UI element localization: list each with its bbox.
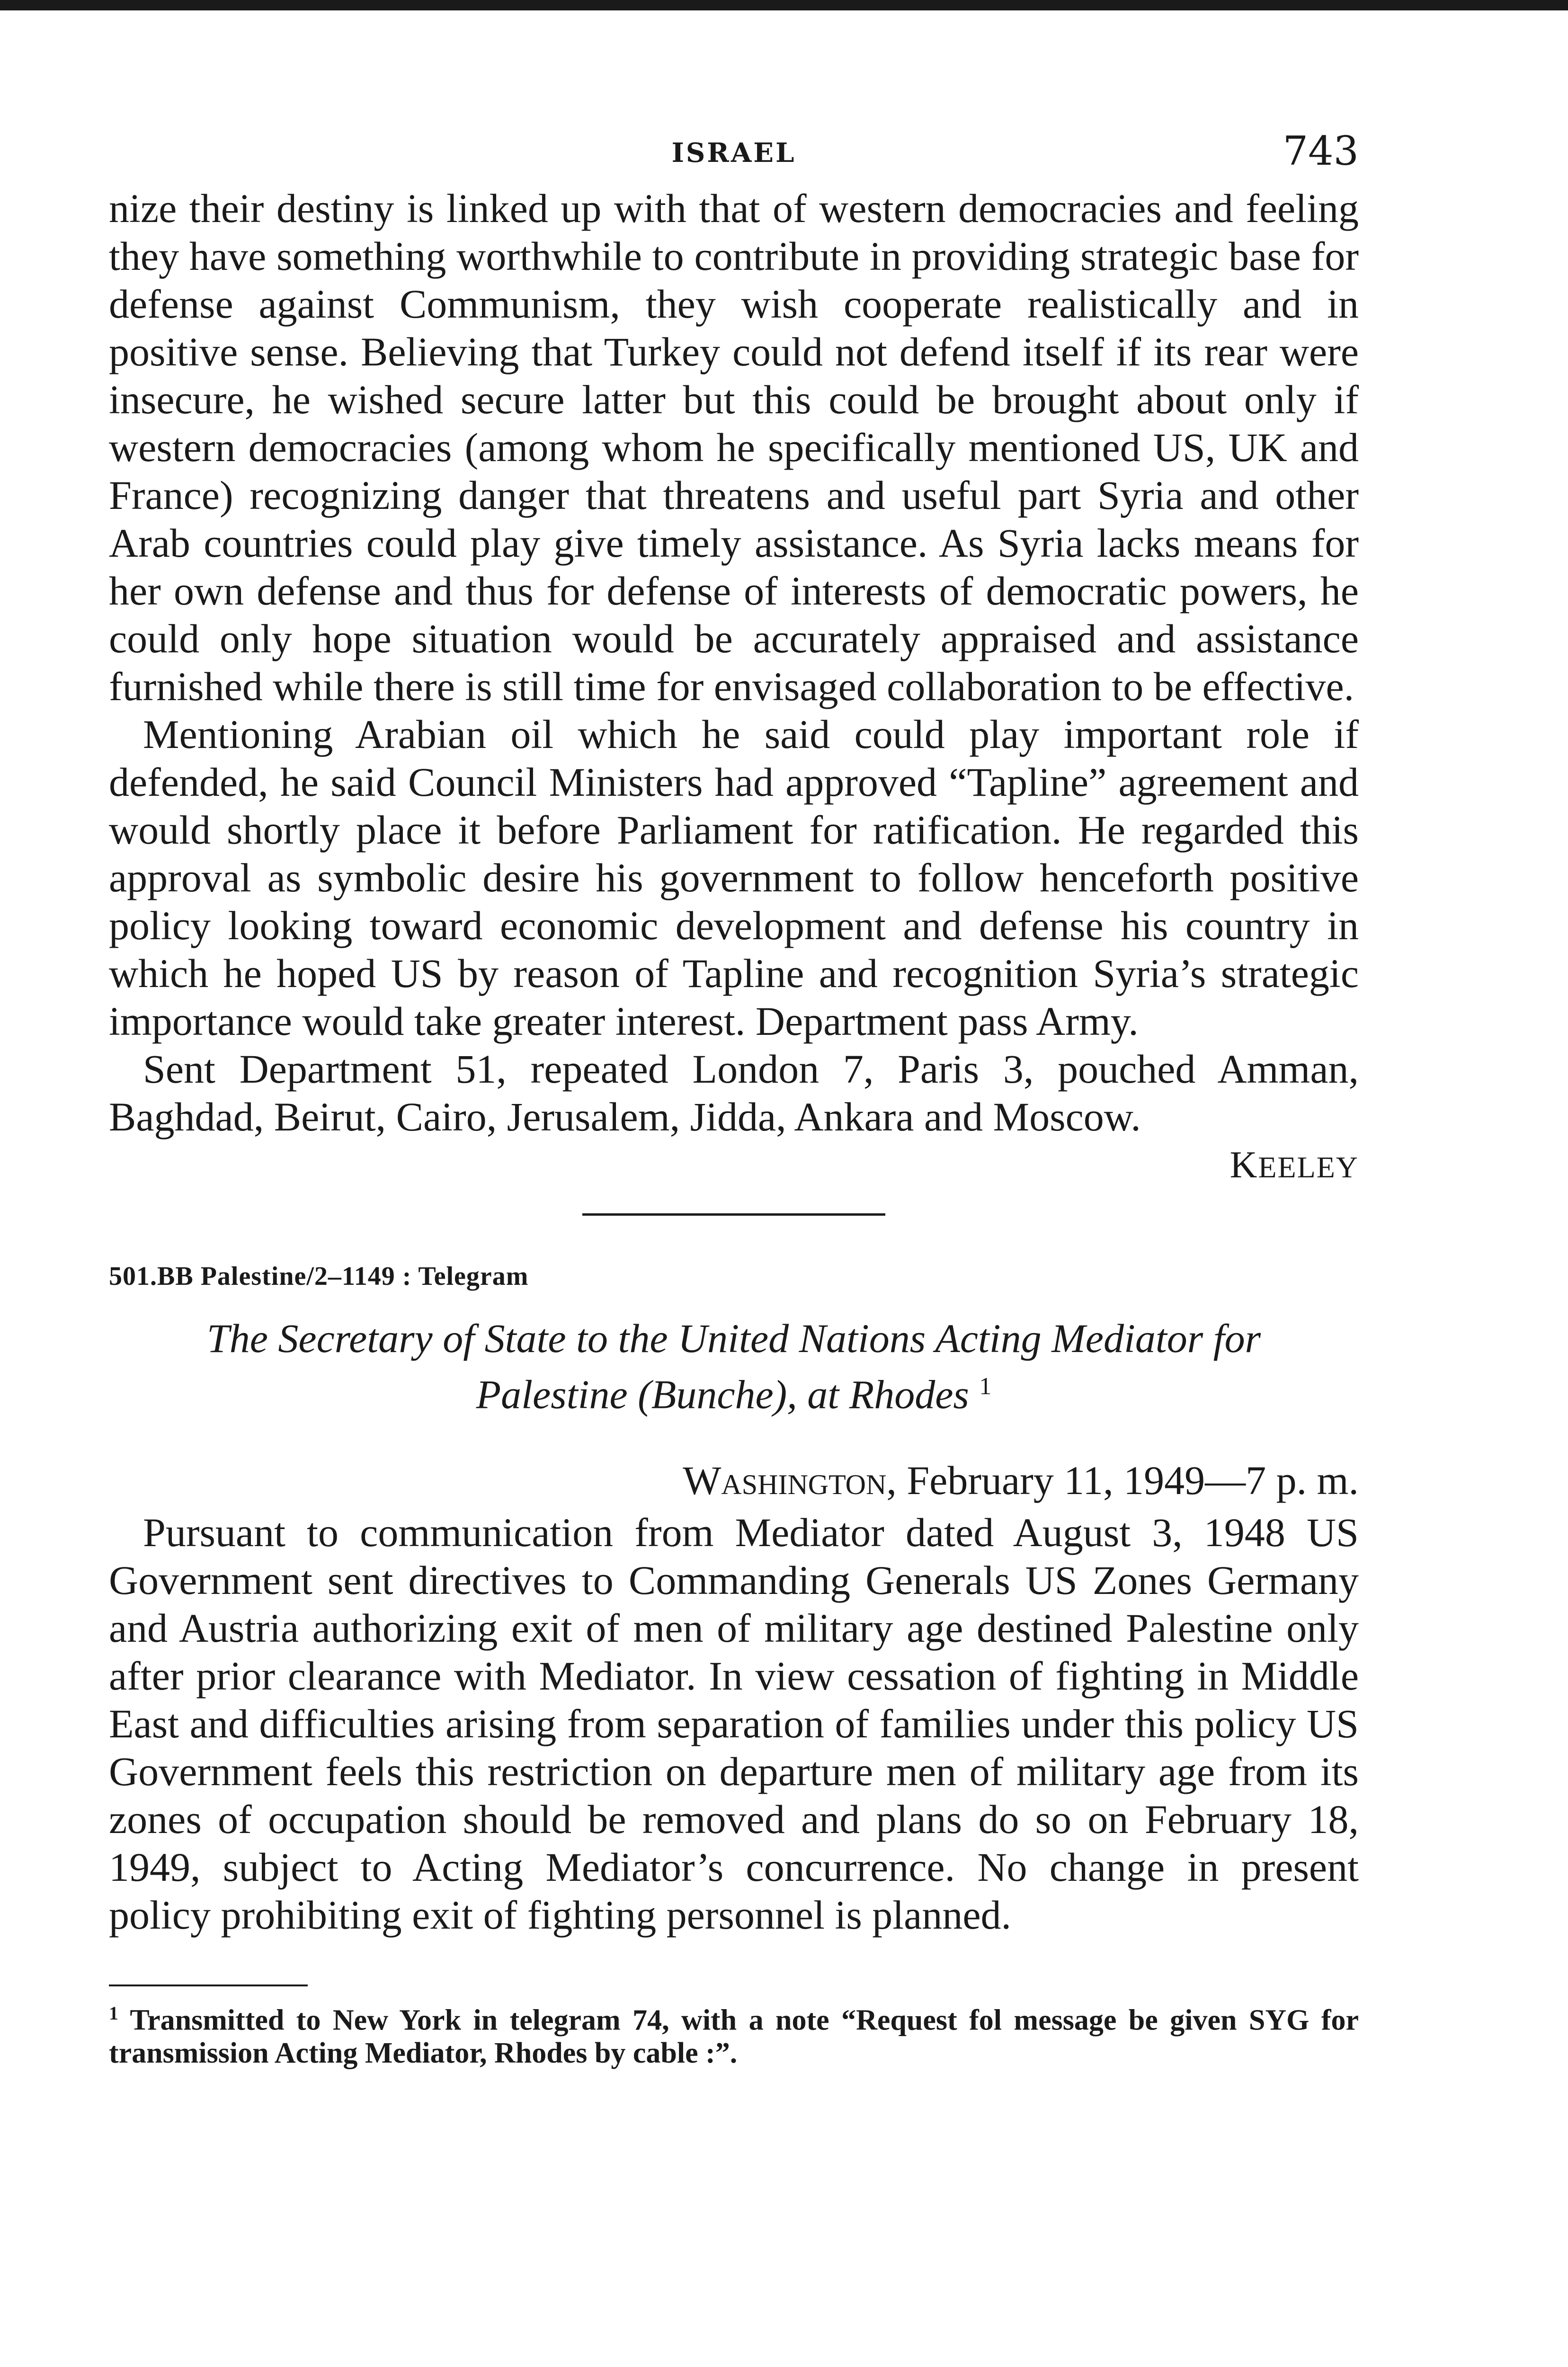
footnote-text: Transmitted to New York in telegram 74, with a note “Request fol message be given SYG for transmission Acting Mediator, Rhodes by cable :”.	[109, 2004, 1359, 2070]
section-divider	[582, 1213, 885, 1216]
body-paragraph-1: nize their destiny is linked up with that of western democracies and feeling they have something worthwhile to contribute in providing strategic base for defense against Communism, they wish cooperate realistically and in positive sense. Believing that Turkey could not defend itself if its rear were insecure, he wished secure latter but this could be brought about only if western democracies (among whom he specifically mentioned US, UK and France) recognizing danger that threatens and useful part Syria and other Arab countries could play give timely assistance. As Syria lacks means for her own defense and thus for defense of interests of democratic powers, he could only hope situation would be accurately appraised and assistance furnished while there is still time for envisaged collaboration to be effective.	[109, 186, 1359, 709]
footnote-1	[109, 1997, 1359, 2070]
document-heading-text: The Secretary of State to the United Nations Acting Mediator for Palestine (Bunche), at Rhodes	[206, 1316, 1261, 1417]
page-number: 743	[1283, 128, 1359, 174]
body-paragraph-2: Mentioning Arabian oil which he said could play important role if defended, he said Council Ministers had approved “Tapline” agreement and would shortly place it before Parliament for ratification. He regarded this approval as symbolic desire his government to follow henceforth positive policy looking toward economic development and defense his country in which he hoped US by reason of Tapline and recognition Syria’s strategic importance would take greater interest. Department pass Army.	[109, 712, 1359, 1044]
top-edge-rule	[0, 0, 1568, 10]
dateline-date: , February 11, 1949—7 p. m.	[886, 1457, 1359, 1503]
heading-footnote-mark: 1	[979, 1373, 992, 1400]
footnote-mark: 1	[109, 2002, 118, 2024]
dateline-place: Washington	[683, 1457, 887, 1503]
dateline	[109, 1457, 1359, 1504]
document-heading	[128, 1314, 1340, 1419]
file-reference: 501.BB Palestine/2–1149 : Telegram	[109, 1262, 529, 1291]
signature-initial: K	[1229, 1144, 1258, 1186]
running-title: ISRAEL	[671, 137, 796, 169]
body-paragraph-3: Sent Department 51, repeated London 7, Paris 3, pouched Amman, Baghdad, Beirut, Cairo, Jerusalem, Jidda, Ankara and Moscow.	[109, 1046, 1359, 1139]
document-paragraph-1: Pursuant to communication from Mediator dated August 3, 1948 US Government sent directives to Commanding Generals US Zones Germany and Austria authorizing exit of men of military age destined Palestine only after prior clearance with Mediator. In view cessation of fighting in Middle East and difficulties arising from separation of families under this policy US Government feels this restriction on departure men of military age from its zones of occupation should be removed and plans do so on February 18, 1949, subject to Acting Mediator’s concurrence. No change in present policy prohibiting exit of fighting personnel is planned.	[109, 1509, 1359, 1938]
running-head	[109, 118, 1359, 185]
signature	[109, 1144, 1359, 1187]
document-page	[109, 118, 1359, 2070]
signature-rest: EELEY	[1258, 1150, 1359, 1184]
footnote-rule	[109, 1984, 308, 1986]
